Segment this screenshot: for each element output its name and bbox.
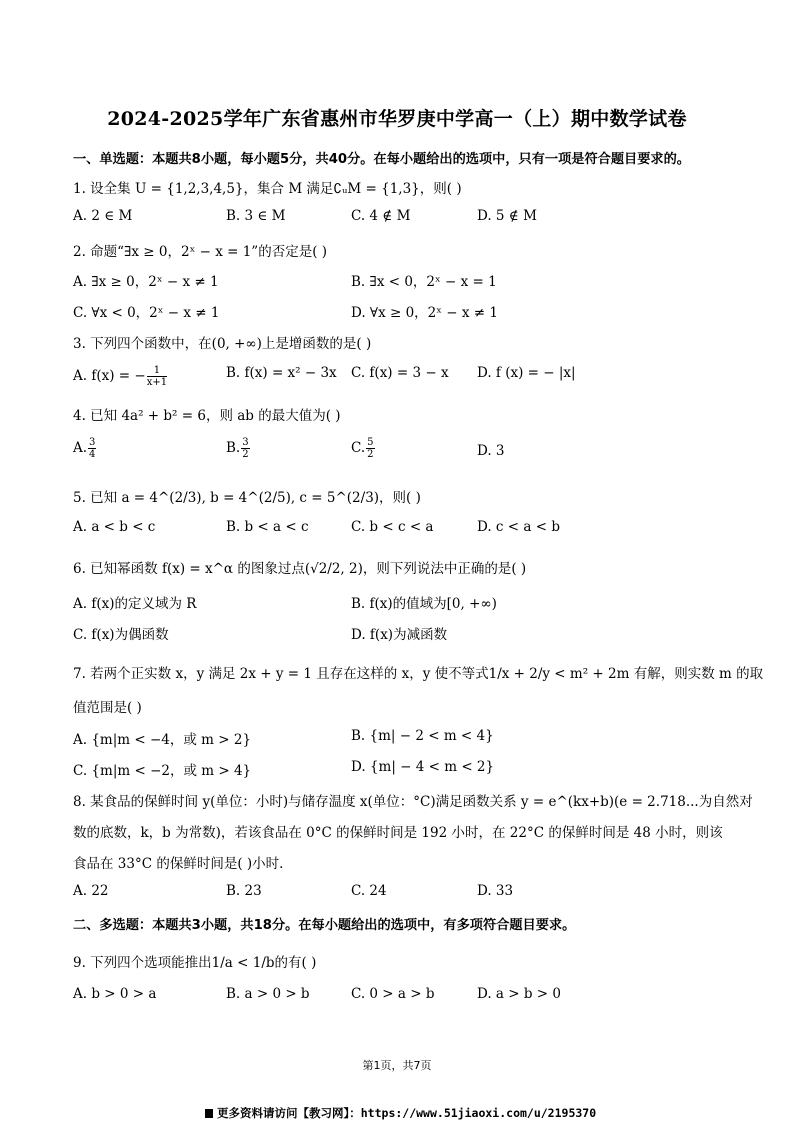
option-a-text: A. bbox=[73, 440, 88, 456]
option-c: C. ∀x < 0，2ˣ − x ≠ 1 bbox=[73, 305, 220, 321]
option-a bbox=[73, 365, 168, 388]
page-footer: 第1页，共7页 bbox=[362, 1059, 432, 1072]
question-1-options bbox=[73, 208, 733, 230]
fraction-denominator: 4 bbox=[89, 449, 96, 460]
fraction bbox=[88, 437, 96, 460]
option-a: A. 2 ∈ M bbox=[73, 208, 133, 224]
question-3-options bbox=[73, 365, 733, 387]
question-7-options-row2 bbox=[73, 759, 733, 781]
option-a: A. 22 bbox=[73, 883, 109, 899]
option-b-text: B. bbox=[226, 440, 241, 456]
option-a: A. f(x)的定义域为 R bbox=[73, 596, 197, 612]
option-d: D. 5 ∉ M bbox=[477, 208, 537, 224]
question-7-stem: 7. 若两个正实数 x，y 满足 2x + y = 1 且存在这样的 x，y 使不等式1/x + 2/y < m² + 2m 有解，则实数 m 的取 bbox=[73, 666, 764, 682]
question-8-options bbox=[73, 883, 733, 905]
fraction-numerator: 1 bbox=[147, 365, 167, 377]
option-a: A. b > 0 > a bbox=[73, 986, 157, 1002]
option-a: A. a < b < c bbox=[73, 519, 156, 535]
option-d: D. ∀x ≥ 0，2ˣ − x ≠ 1 bbox=[351, 305, 498, 321]
option-d: D. 33 bbox=[477, 883, 514, 899]
option-d: D. c < a < b bbox=[477, 519, 560, 535]
resource-banner[interactable] bbox=[205, 1105, 596, 1121]
question-5-stem: 5. 已知 a = 4^(2/3), b = 4^(2/5), c = 5^(2/3)，则( ) bbox=[73, 490, 421, 506]
option-c bbox=[351, 437, 376, 460]
question-9-stem: 9. 下列四个选项能推出1/a < 1/b的有( ) bbox=[73, 955, 317, 971]
option-a bbox=[73, 437, 97, 460]
banner-link[interactable]: 更多资料请访问【教习网】：https://www.51jiaoxi.com/u/2195370 bbox=[217, 1106, 597, 1120]
option-b: B. f(x) = x² − 3x bbox=[226, 365, 337, 381]
option-d: D. {m| − 4 < m < 2} bbox=[351, 759, 495, 775]
option-c: C. 4 ∉ M bbox=[351, 208, 411, 224]
flag-icon bbox=[205, 1109, 213, 1118]
question-4-options bbox=[73, 437, 733, 459]
question-2-stem: 2. 命题“∃x ≥ 0，2ˣ − x = 1”的否定是( ) bbox=[73, 244, 328, 260]
fraction-denominator: 2 bbox=[242, 449, 249, 460]
fraction bbox=[366, 437, 374, 460]
fraction-numerator: 5 bbox=[367, 437, 374, 448]
question-2-options-row2 bbox=[73, 301, 733, 323]
option-b: B. ∃x < 0，2ˣ − x = 1 bbox=[351, 274, 497, 290]
question-9-options bbox=[73, 986, 733, 1008]
question-8-stem-cont2: 食品在 33°C 的保鲜时间是( )小时. bbox=[73, 856, 284, 872]
option-a-text: A. f(x) = − bbox=[73, 368, 146, 384]
option-d: D. a > b > 0 bbox=[477, 986, 561, 1002]
option-c: C. {m|m < −2，或 m > 4} bbox=[73, 763, 252, 779]
fraction-denominator: 2 bbox=[367, 449, 374, 460]
fraction-denominator: x+1 bbox=[146, 377, 168, 388]
fraction bbox=[241, 437, 249, 460]
question-3-stem: 3. 下列四个函数中，在(0, +∞)上是增函数的是( ) bbox=[73, 336, 372, 352]
question-5-options bbox=[73, 519, 733, 541]
question-1-stem: 1. 设全集 U = {1,2,3,4,5}，集合 M 满足∁ᵤM = {1,3}，则( ) bbox=[73, 181, 462, 197]
question-8-stem: 8. 某食品的保鲜时间 y(单位：小时)与储存温度 x(单位：°C)满足函数关系 y = e^(kx+b)(e = 2.718...为自然对 bbox=[73, 794, 753, 810]
option-a: A. ∃x ≥ 0，2ˣ − x ≠ 1 bbox=[73, 274, 219, 290]
option-b: B. a > 0 > b bbox=[226, 986, 310, 1002]
option-d: D. f(x)为减函数 bbox=[351, 627, 448, 643]
option-d: D. f (x) = − |x| bbox=[477, 365, 576, 381]
question-8-stem-cont: 数的底数，k，b 为常数)，若该食品在 0°C 的保鲜时间是 192 小时，在 22°C 的保鲜时间是 48 小时，则该 bbox=[73, 825, 723, 841]
question-7-stem-cont: 值范围是( ) bbox=[73, 700, 142, 716]
option-a: A. {m|m < −4，或 m > 2} bbox=[73, 732, 252, 748]
option-b: B. 3 ∈ M bbox=[226, 208, 286, 224]
question-4-stem: 4. 已知 4a² + b² = 6，则 ab 的最大值为( ) bbox=[73, 408, 341, 424]
option-b bbox=[226, 437, 251, 460]
option-c: C. 0 > a > b bbox=[351, 986, 435, 1002]
page-title: 2024-2025学年广东省惠州市华罗庚中学高一（上）期中数学试卷 bbox=[107, 108, 687, 130]
option-c: C. f(x) = 3 − x bbox=[351, 365, 449, 381]
section-heading-single-choice: 一、单选题：本题共8小题，每小题5分，共40分。在每小题给出的选项中，只有一项是符合题目要求的。 bbox=[73, 152, 690, 167]
question-2-options-row1 bbox=[73, 270, 733, 292]
option-c: C. 24 bbox=[351, 883, 387, 899]
option-c: C. b < c < a bbox=[351, 519, 434, 535]
option-c-text: C. bbox=[351, 440, 366, 456]
option-b: B. 23 bbox=[226, 883, 262, 899]
question-6-options-row2 bbox=[73, 623, 733, 645]
option-d: D. 3 bbox=[477, 443, 505, 459]
fraction bbox=[147, 365, 167, 388]
question-6-options-row1 bbox=[73, 592, 733, 614]
section-heading-multi-choice: 二、多选题：本题共3小题，共18分。在每小题给出的选项中，有多项符合题目要求。 bbox=[73, 918, 576, 933]
option-c: C. f(x)为偶函数 bbox=[73, 627, 169, 643]
fraction-numerator: 3 bbox=[242, 437, 249, 448]
option-b: B. {m| − 2 < m < 4} bbox=[351, 728, 494, 744]
option-b: B. b < a < c bbox=[226, 519, 309, 535]
option-b: B. f(x)的值域为[0, +∞) bbox=[351, 596, 497, 612]
question-6-stem: 6. 已知幂函数 f(x) = x^α 的图象过点(√2/2, 2)，则下列说法中正确的是( ) bbox=[73, 561, 527, 577]
fraction-numerator: 3 bbox=[89, 437, 96, 448]
question-7-options-row1 bbox=[73, 728, 733, 750]
